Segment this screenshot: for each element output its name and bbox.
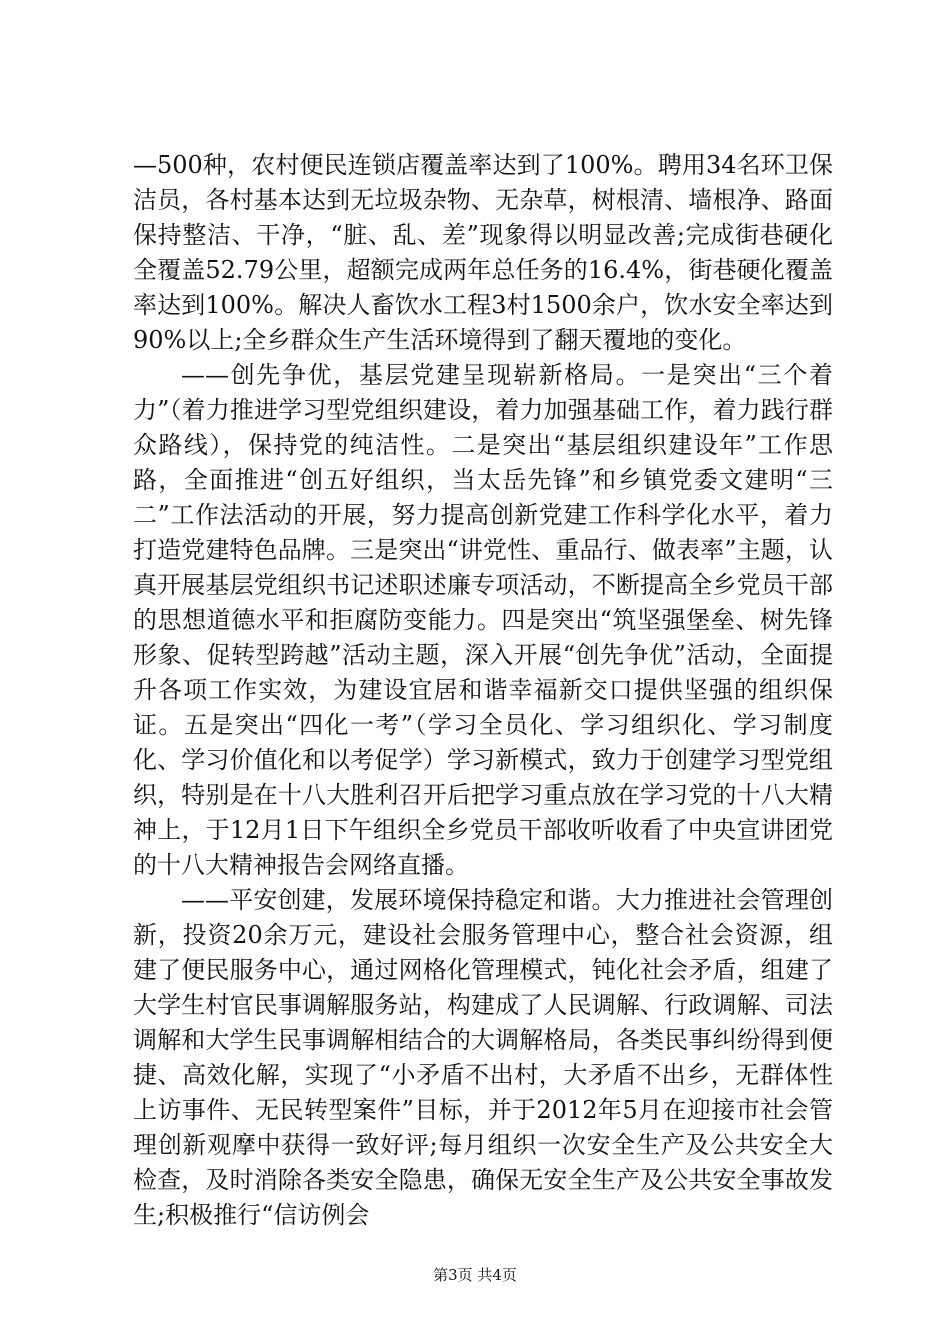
paragraph-3: ——平安创建，发展环境保持稳定和谐。大力推进社会管理创新，投资20余万元，建设社会服务管理中心，整合社会资源，组建了便民服务中心，通过网格化管理模式，钝化社会矛盾，组建了大学生村官民事调解服务站，构建成了人民调解、行政调解、司法调解和大学生民事调解相结合的大调解格局，各类民事纠纷得到便捷、高效化解，实现了“小矛盾不出村，大矛盾不出乡，无群体性上访事件、无民转型案件”目标，并于2012年5月在迎接市社会管理创新观摩中获得一致好评;每月组织一次安全生产及公共安全大检查，及时消除各类安全隐患，确保无安全生产及公共安全事故发生;积极推行“信访例会 [133, 886, 833, 1229]
paragraph-2: ——创先争优，基层党建呈现崭新格局。一是突出“三个着力”（着力推进学习型党组织建设，着力加强基础工作，着力践行群众路线），保持党的纯洁性。二是突出“基层组织建设年”工作思路，全面推进“创五好组织，当太岳先锋”和乡镇党委文建明“三二”工作法活动的开展，努力提高创新党建工作科学化水平，着力打造党建特色品牌。三是突出“讲党性、重品行、做表率”主题，认真开展基层党组织书记述职述廉专项活动，不断提高全乡党员干部的思想道德水平和拒腐防变能力。四是突出“筑坚强堡垒、树先锋形象、促转型跨越”活动主题，深入开展“创先争优”活动，全面提升各项工作实效，为建设宜居和谐幸福新交口提供坚强的组织保证。五是突出“四化一考”（学习全员化、学习组织化、学习制度化、学习价值化和以考促学）学习新模式，致力于创建学习型党组织，特别是在十八大胜利召开后把学习重点放在学习党的十八大精神上，于12月1日下午组织全乡党员干部收听收看了中央宣讲团党的十八大精神报告会网络直播。 [133, 361, 833, 879]
document-body [133, 148, 833, 1233]
paragraph-1: —500种，农村便民连锁店覆盖率达到了100%。聘用34名环卫保洁员，各村基本达到无垃圾杂物、无杂草，树根清、墙根净、路面保持整洁、干净，“脏、乱、差”现象得以明显改善;完成街巷硬化全覆盖52.79公里，超额完成两年总任务的16.4%，街巷硬化覆盖率达到100%。解决人畜饮水工程3村1500余户，饮水安全率达到90%以上;全乡群众生产生活环境得到了翻天覆地的变化。 [133, 151, 833, 354]
page-footer: 第3页 共4页 [433, 1266, 517, 1284]
